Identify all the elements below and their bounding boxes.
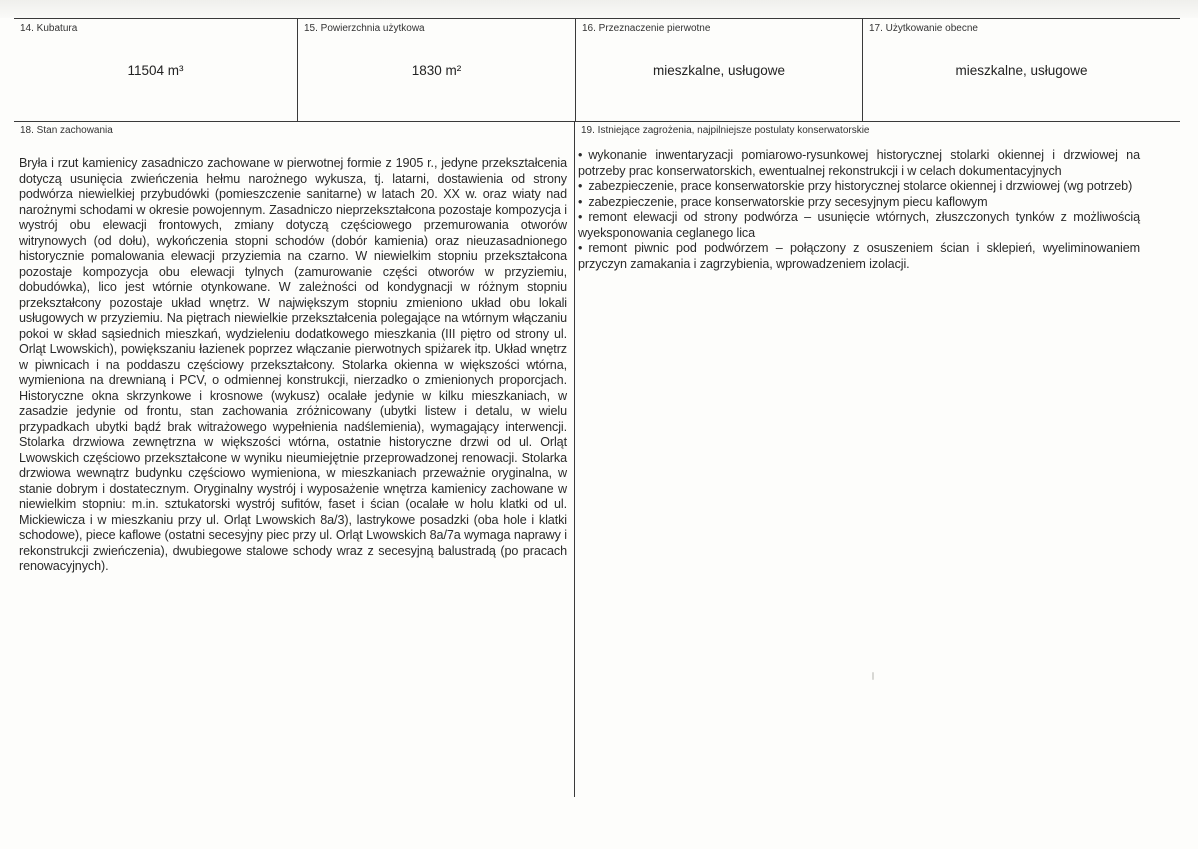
list-item-text: remont piwnic pod podwórzem – połączony z osuszeniem ścian i sklepień, wyeliminowaniem przyczyn zamakania i zagrzybienia, wprowadzeniem izolacji. (578, 241, 1140, 271)
list-item-text: zabezpieczenie, prace konserwatorskie przy secesyjnym piecu kaflowym (588, 194, 988, 209)
list-item (578, 179, 1140, 195)
details-row (14, 121, 1180, 797)
section-label: 19. Istniejące zagrożenia, najpilniejsze postulaty konserwatorskie (581, 125, 870, 136)
field-value: 1830 m² (411, 63, 462, 78)
section-label: 18. Stan zachowania (20, 125, 113, 136)
field-powierzchnia (297, 19, 575, 121)
section-stan-zachowania (14, 121, 575, 797)
fields-row (14, 18, 1180, 122)
postulates-list (578, 148, 1140, 272)
bullet-icon: • (578, 241, 583, 255)
field-value: mieszkalne, usługowe (955, 63, 1088, 78)
list-item-text: wykonanie inwentaryzacji pomiarowo-rysunkowej historycznej stolarki okiennej i drzwiowej na potrzeby prac konserwatorskich, ewentualnej rekonstrukcji i w celach dokumentacyjnych (578, 148, 1140, 178)
bullet-icon: • (578, 210, 583, 224)
field-label: 17. Użytkowanie obecne (869, 23, 978, 34)
field-label: 15. Powierzchnia użytkowa (304, 23, 425, 34)
field-value: 11504 m³ (127, 63, 184, 78)
section-text: Bryła i rzut kamienicy zasadniczo zachowane w pierwotnej formie z 1905 r., jedyne przekształcenia dotyczą usunięcia zwieńczenia hełmu narożnego wykusza, tj. latarni, dostawienia od strony podwórza niewielkiej przybudówki (pomieszczenie sanitarne) w latach 20. XX w. oraz wiaty nad narożnymi schodami w okresie powojennym. Zasadniczo nieprzekształcona pozostaje kompozycja i wystrój obu elewacji frontowych, zmiany dotyczą częściowego przemurowania otworów witrynowych (od dołu), wykończenia stopni schodów (dobór kamienia) oraz nieuzasadnionego historycznie pomalowania elewacji przyziemia na czarno. W niewielkim stopniu przekształcona pozostaje kompozycja obu elewacji tylnych (zamurowanie części otworów w przyziemiu, dobudówka), lico jest wtórnie otynkowane. W zależności od kondygnacji w różnym stopniu przekształcony pozostaje układ wnętrz. W największym stopniu zmieniono układ obu lokali usługowych w przyziemiu. Na piętrach niewielkie przekształcenia polegające na wtórnym włączaniu pokoi w skład sąsiednich mieszkań, wydzieleniu dodatkowego mieszkania (III piętro od strony ul. Orląt Lwowskich), powiększaniu łazienek poprzez włączanie pierwotnych spiżarek itp. Układ wnętrz w piwnicach i na poddaszu częściowy przekształcony. Stolarka okienna w większości wtórna, wymieniona na drewnianą i PCV, o odmiennej konstrukcji, nierzadko o zmienionych proporcjach. Historyczne okna skrzynkowe i krosnowe (wykusz) ocalałe jedynie w kilku mieszkaniach, w zasadzie jedynie od frontu, stan zachowania zróżnicowany (ubytki listew i detalu, w wielu przypadkach ubytki bądź brak witrażowego wypełnienia nadślemienia), wymagający interwencji. Stolarka drzwiowa zewnętrzna w większości wtórna, ostatnie historyczne drzwi od ul. Orląt Lwowskich częściowo przekształcone w wyniku nieumiejętnie przeprowadzonej renowacji. Stolarka drzwiowa wewnątrz budynku częściowo wymieniona, w mieszkaniach przeważnie oryginalna, w stanie dobrym i dostatecznym. Oryginalny wystrój i wyposażenie wnętrza kamienicy zachowane w niewielkim stopniu: m.in. sztukatorski wystrój sufitów, faset i ścian (ocalałe w holu klatki od ul. Mickiewicza i w mieszkaniu przy ul. Orląt Lwowskich 8a/3), lastrykowe posadzki (oba hole i klatki schodowe), piece kaflowe (ostatni secesyjny piec przy ul. Orląt Lwowskich 8a/7a wymaga naprawy i rekonstrukcji zwieńczenia), dwubiegowe stalowe schody wraz z secesyjną balustradą (po pracach renowacyjnych). (19, 156, 567, 573)
field-label: 16. Przeznaczenie pierwotne (582, 23, 711, 34)
list-item (578, 241, 1140, 272)
section-zagrozenia (575, 121, 1180, 797)
list-item (578, 148, 1140, 179)
bullet-icon: • (578, 148, 583, 162)
scan-mark (872, 672, 874, 680)
field-kubatura (14, 19, 297, 121)
scan-top-edge (0, 0, 1198, 18)
field-uzytkowanie (862, 19, 1180, 121)
bullet-icon: • (578, 194, 583, 209)
field-przeznaczenie (575, 19, 862, 121)
list-item-text: zabezpieczenie, prace konserwatorskie przy historycznej stolarce okiennej i drzwiowej (wg potrzeb) (588, 179, 1133, 193)
list-item-text: remont elewacji od strony podwórza – usunięcie wtórnych, złuszczonych tynków z możliwością wyeksponowania ceglanego lica (578, 210, 1140, 240)
field-label: 14. Kubatura (20, 23, 78, 34)
list-item (578, 210, 1140, 241)
bullet-icon: • (578, 179, 583, 193)
list-item (578, 195, 1140, 211)
field-value: mieszkalne, usługowe (652, 63, 786, 78)
